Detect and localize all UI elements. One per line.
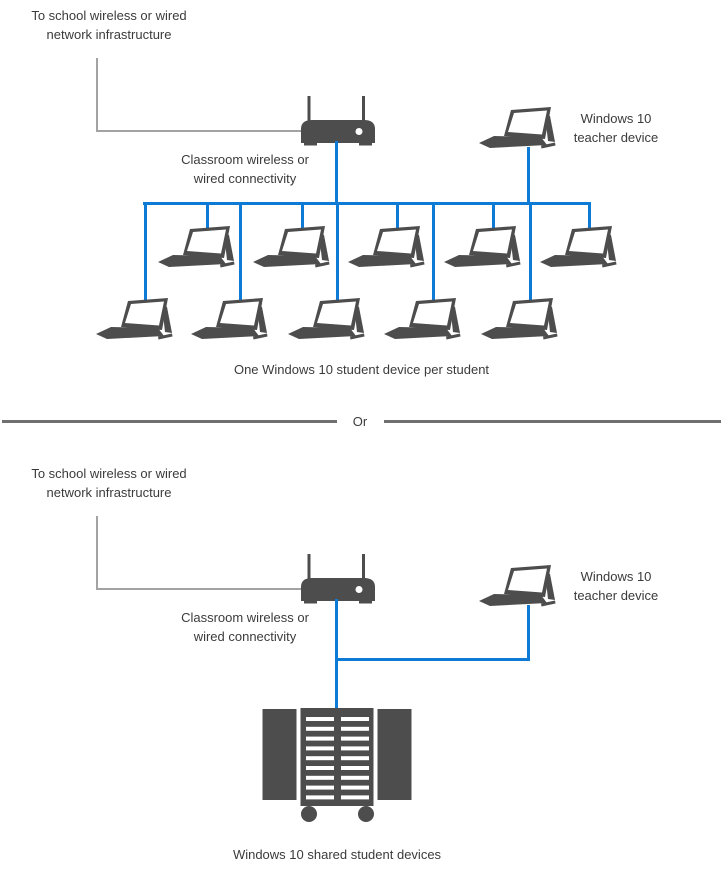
uplink-line-vertical	[96, 58, 98, 132]
classroom-bus-line	[143, 202, 590, 205]
teacher-device-icon	[479, 564, 556, 608]
infrastructure-label-line2: network infrastructure	[46, 27, 172, 42]
connectivity-label	[154, 608, 336, 646]
uplink-line-horizontal	[96, 130, 301, 132]
drop-line-bottom-5	[529, 202, 532, 302]
connectivity-label	[154, 150, 336, 188]
or-divider-line-right	[384, 420, 721, 423]
teacher-device-label-line2: teacher device	[573, 130, 659, 145]
teacher-device-label	[566, 567, 666, 605]
teacher-device-label	[566, 109, 666, 147]
student-device-icon	[288, 297, 365, 341]
student-device-icon	[253, 225, 330, 269]
infrastructure-label-line1: To school wireless or wired	[31, 466, 187, 481]
section-caption: One Windows 10 student device per student	[233, 362, 490, 377]
infrastructure-label	[18, 6, 200, 44]
connectivity-label-line1: Classroom wireless or	[181, 152, 309, 167]
router-downlink-line	[335, 141, 338, 203]
wireless-router-icon	[299, 554, 377, 604]
connectivity-label-line2: wired connectivity	[193, 629, 297, 644]
student-device-icon	[348, 225, 425, 269]
uplink-line-horizontal	[96, 588, 301, 590]
connectivity-label-line1: Classroom wireless or	[181, 610, 309, 625]
infrastructure-label-line1: To school wireless or wired	[31, 8, 187, 23]
device-cart-icon	[262, 708, 412, 823]
wireless-router-icon	[299, 96, 377, 146]
student-device-icon	[384, 297, 461, 341]
drop-line-bottom-1	[144, 202, 147, 302]
or-divider-line-left	[2, 420, 337, 423]
drop-line-bottom-4	[432, 202, 435, 302]
drop-line-bottom-3	[336, 202, 339, 302]
teacher-link-horizontal	[336, 658, 530, 661]
router-downlink-line	[335, 599, 338, 711]
teacher-device-icon	[479, 106, 556, 150]
student-device-icon	[158, 225, 235, 269]
section-caption: Windows 10 shared student devices	[232, 847, 442, 862]
student-device-icon	[191, 297, 268, 341]
teacher-device-label-line1: Windows 10	[580, 569, 652, 584]
student-device-icon	[444, 225, 521, 269]
teacher-downlink-line	[527, 605, 530, 661]
student-device-icon	[96, 297, 173, 341]
uplink-line-vertical	[96, 516, 98, 590]
or-divider-label: Or	[352, 414, 368, 429]
drop-line-bottom-2	[239, 202, 242, 302]
infrastructure-label	[18, 464, 200, 502]
infrastructure-label-line2: network infrastructure	[46, 485, 172, 500]
student-device-icon	[540, 225, 617, 269]
student-device-icon	[481, 297, 558, 341]
teacher-device-label-line1: Windows 10	[580, 111, 652, 126]
connectivity-label-line2: wired connectivity	[193, 171, 297, 186]
teacher-device-label-line2: teacher device	[573, 588, 659, 603]
teacher-downlink-line	[527, 147, 530, 203]
